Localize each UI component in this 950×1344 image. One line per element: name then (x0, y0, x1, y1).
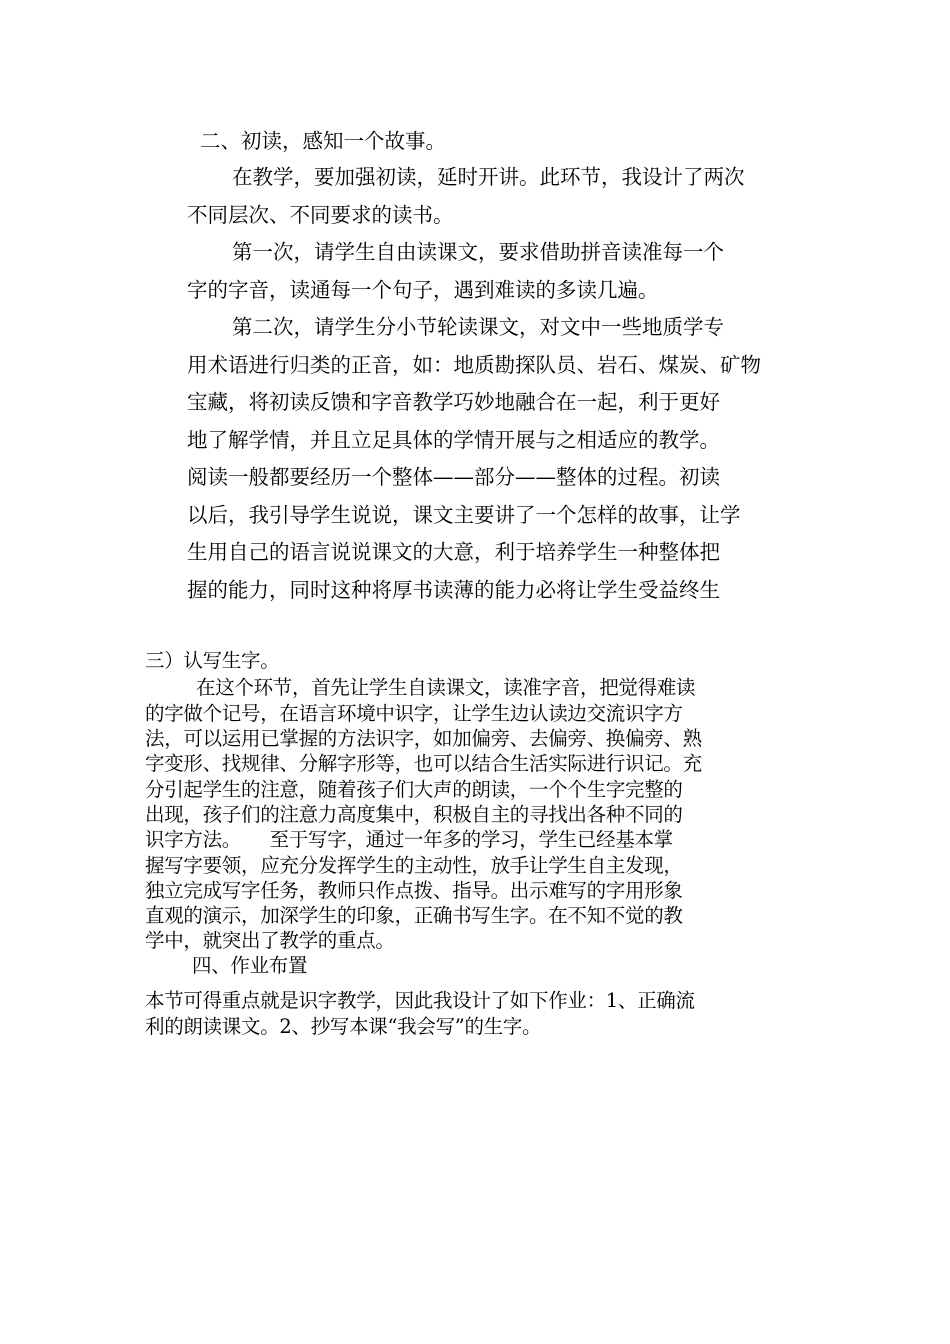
paragraph-line: 直观的演示，加深学生的印象，正确书写生字。在不知不觉的教 (145, 904, 683, 927)
paragraph-line: 识字方法。 至于写字，通过一年多的学习，学生已经基本掌 (145, 828, 673, 851)
paragraph-line: 第二次，请学生分小节轮读课文，对文中一些地质学专 (232, 315, 724, 339)
paragraph-line: 生用自己的语言说说课文的大意，利于培养学生一种整体把 (187, 540, 720, 564)
paragraph-line: 第一次，请学生自由读课文，要求借助拼音读准每一个 (232, 240, 724, 264)
paragraph-line: 出现，孩子们的注意力高度集中，积极自主的寻找出各种不同的 (145, 803, 683, 826)
paragraph-line: 在教学，要加强初读，延时开讲。此环节，我设计了两次 (232, 165, 745, 189)
paragraph-line: 字变形、找规律、分解字形等，也可以结合生活实际进行识记。充 (145, 752, 702, 775)
paragraph-line: 握写字要领，应充分发挥学生的主动性，放手让学生自主发现， (145, 854, 683, 877)
paragraph-line: 不同层次、不同要求的读书。 (187, 203, 454, 227)
paragraph-line: 地了解学情，并且立足具体的学情开展与之相适应的教学。 (187, 428, 720, 452)
paragraph-line: 学中，就突出了教学的重点。 (145, 929, 395, 952)
paragraph-line: 用术语进行归类的正音，如：地质勘探队员、岩石、煤炭、矿物 (187, 353, 761, 377)
paragraph-line: 字的字音，读通每一个句子，遇到难读的多读几遍。 (187, 278, 659, 302)
paragraph-line: 本节可得重点就是识字教学，因此我设计了如下作业：1、正确流 (145, 989, 695, 1012)
section-heading: 三）认写生字。 (145, 649, 280, 672)
paragraph-line: 的字做个记号，在语言环境中识字，让学生边认读边交流识字方 (145, 702, 683, 725)
paragraph-line: 在这个环节，首先让学生自读课文，读准字音，把觉得难读 (196, 676, 696, 699)
paragraph-line: 分引起学生的注意，随着孩子们大声的朗读，一个个生字完整的 (145, 778, 683, 801)
paragraph-line: 利的朗读课文。2、抄写本课“我会写”的生字。 (145, 1015, 542, 1038)
paragraph-line: 宝藏，将初读反馈和字音教学巧妙地融合在一起，利于更好 (187, 390, 720, 414)
section-heading: 四、作业布置 (192, 954, 308, 977)
paragraph-line: 独立完成写字任务，教师只作点拨、指导。出示难写的字用形象 (145, 879, 683, 902)
paragraph-line: 握的能力，同时这种将厚书读薄的能力必将让学生受益终生 (187, 578, 720, 602)
paragraph-line: 以后，我引导学生说说，课文主要讲了一个怎样的故事，让学 (187, 503, 741, 527)
paragraph-line: 法，可以运用已掌握的方法识字，如加偏旁、去偏旁、换偏旁、熟 (145, 727, 702, 750)
section-heading: 二、初读，感知一个故事。 (200, 129, 446, 153)
paragraph-line: 阅读一般都要经历一个整体——部分——整体的过程。初读 (187, 465, 720, 489)
